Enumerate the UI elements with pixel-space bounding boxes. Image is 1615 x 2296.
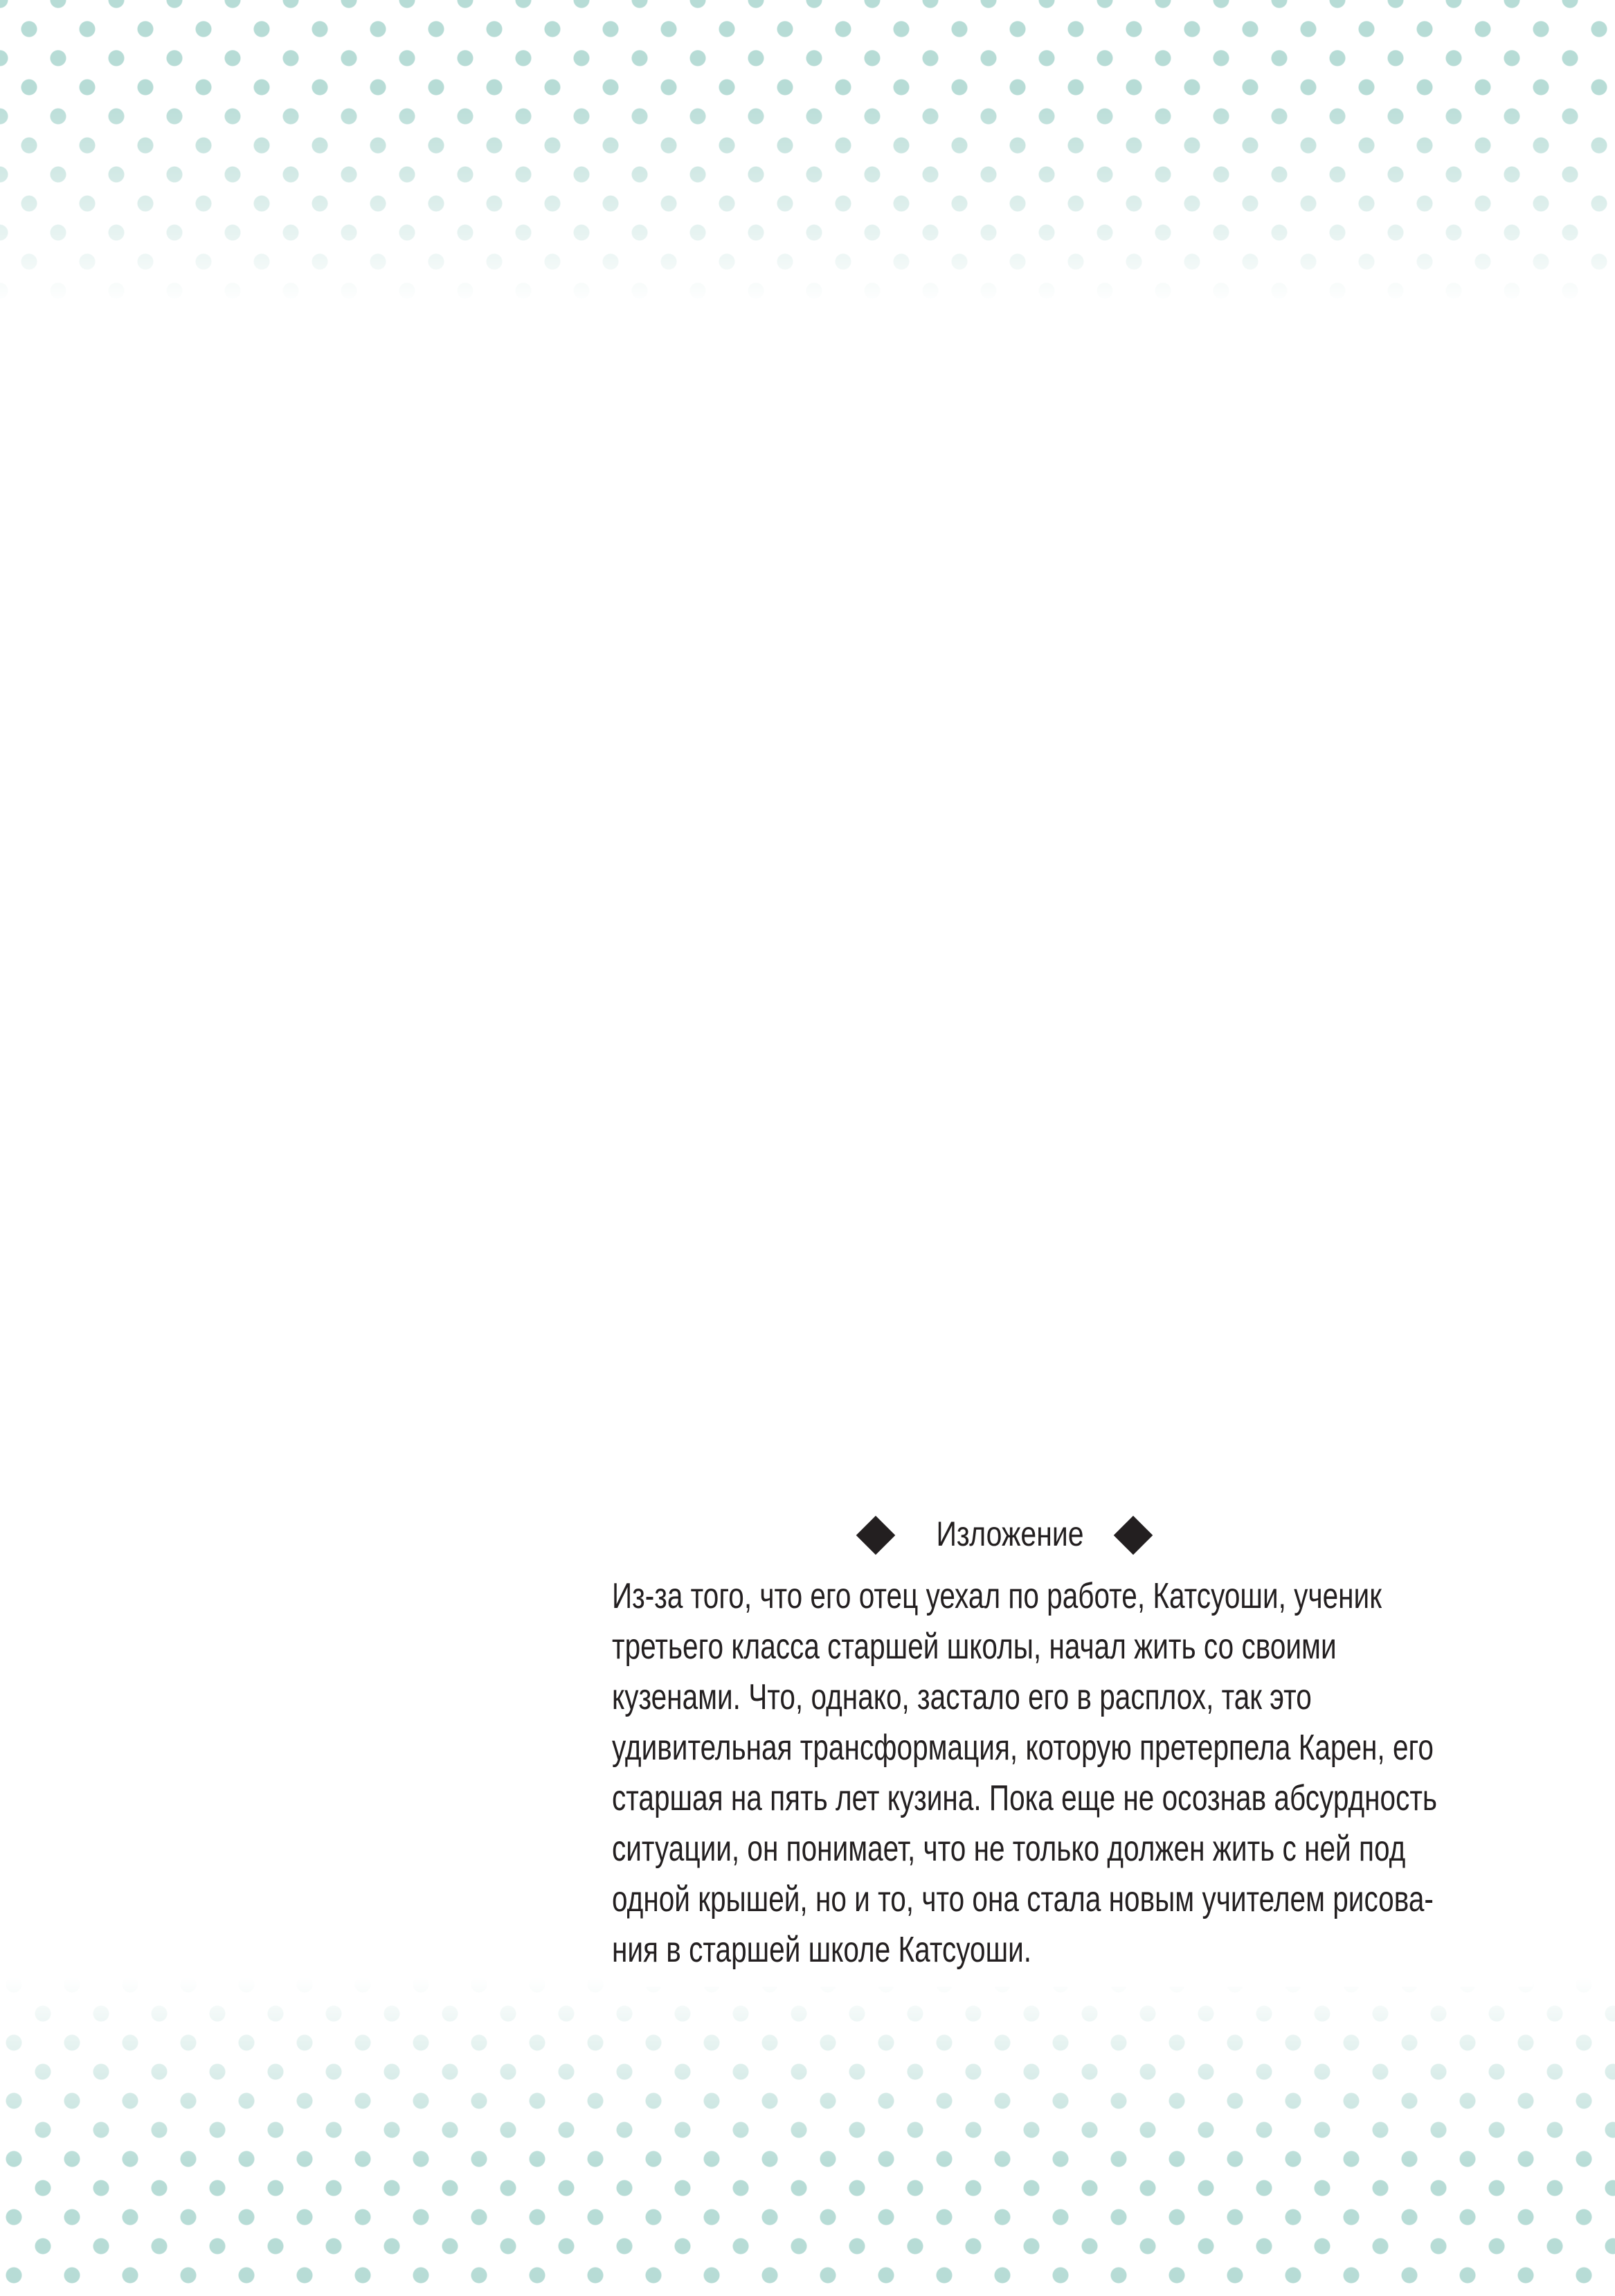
synopsis-line: удивительная трансформация, которую претерпела Карен, его — [612, 1728, 1434, 1768]
diamond-icon — [1114, 1516, 1153, 1555]
diamond-icon — [856, 1516, 896, 1555]
dot-pattern-top — [0, 0, 1615, 305]
synopsis-line: ситуации, он понимает, что не только должен жить с ней под — [612, 1829, 1406, 1869]
synopsis-text — [612, 1571, 1533, 1976]
synopsis-heading — [612, 1502, 1533, 1564]
synopsis-line: ния в старшей школе Катсуоши. — [612, 1930, 1032, 1970]
synopsis-title: Изложение — [936, 1515, 1084, 1553]
synopsis-line: третьего класса старшей школы, начал жить со своими — [612, 1627, 1337, 1667]
synopsis-line: одной крышей, но и то, что она стала новым учителем рисова- — [612, 1879, 1434, 1919]
synopsis-block — [612, 1502, 1533, 1987]
synopsis-line: Из-за того, что его отец уехал по работе, Катсуоши, ученик — [612, 1576, 1382, 1616]
synopsis-line: кузенами. Что, однако, застало его в расплох, так это — [612, 1677, 1312, 1717]
dot-pattern-bottom — [0, 1978, 1615, 2296]
synopsis-line: старшая на пять лет кузина. Пока еще не осознав абсурдность — [612, 1778, 1438, 1818]
